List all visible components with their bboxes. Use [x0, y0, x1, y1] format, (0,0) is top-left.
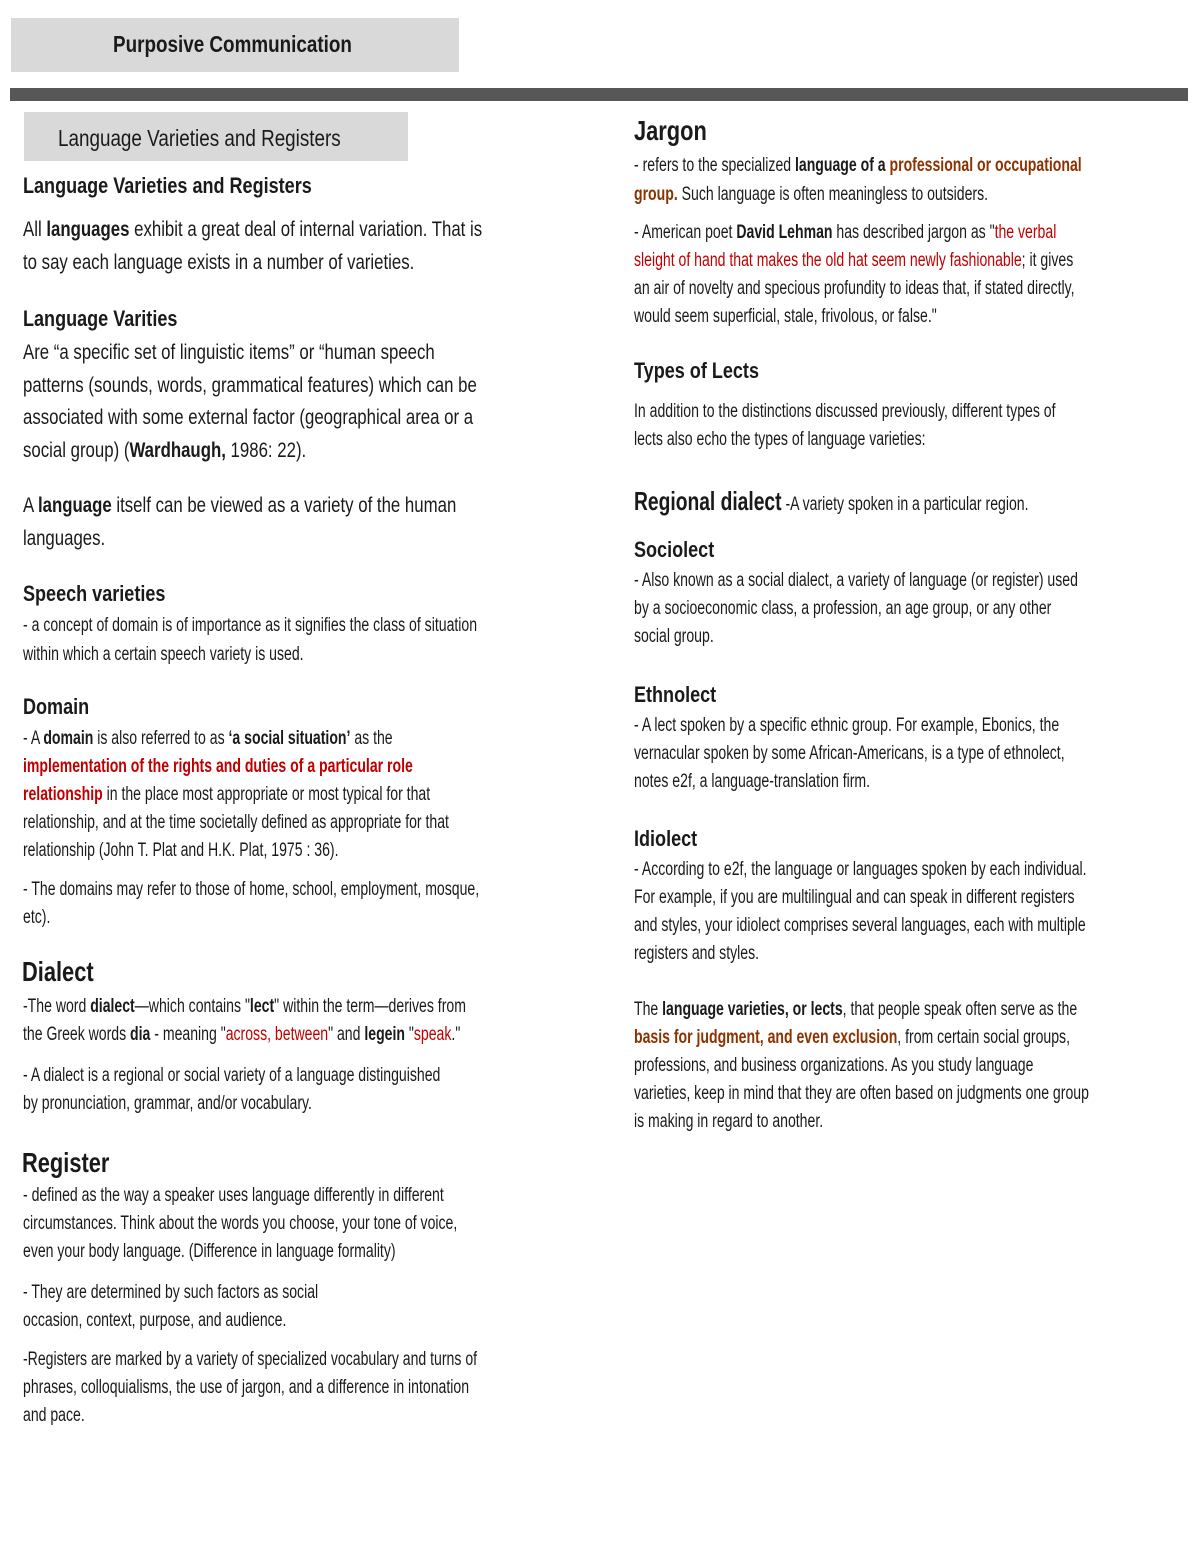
text-run: occasion, context, purpose, and audience. [23, 1310, 287, 1331]
text-run: within which a certain speech variety is used. [23, 644, 304, 665]
text-line [634, 567, 1078, 595]
text-run: A [23, 494, 38, 517]
text-line [634, 152, 1082, 180]
text-run: -Registers are marked by a variety of specialized vocabulary and turns of [23, 1349, 478, 1370]
text-line [634, 768, 870, 796]
text-run: the Greek words [23, 1024, 131, 1045]
text-line [634, 884, 1075, 912]
text-run: - According to e2f, the language or languages spoken by each individual. [634, 859, 1087, 880]
text-line [634, 247, 1073, 275]
text-line [23, 993, 466, 1021]
text-run: - American poet [634, 222, 737, 243]
text-run: professions, and business organizations. As you study language [634, 1055, 1034, 1076]
text-run: lect [249, 996, 275, 1017]
text-run: relationship (John T. Plat and H.K. Plat, 1975 : 36). [23, 840, 339, 861]
text-line [23, 753, 413, 781]
text-line [634, 740, 1065, 768]
text-run: as the [350, 728, 393, 749]
text-run: " [404, 1024, 414, 1045]
text-line [23, 904, 50, 932]
text-line [634, 712, 1059, 740]
text-line [23, 725, 393, 753]
text-line [23, 612, 477, 640]
text-run: etc). [23, 907, 51, 928]
text-run: Are “a specific set of linguistic items” or “human speech [23, 341, 435, 364]
text-run: the verbal [994, 222, 1057, 243]
text-run: group. [634, 184, 678, 205]
heading-dialect: Dialect [22, 956, 94, 987]
text-run: Regional dialect [634, 486, 782, 516]
text-run: and pace. [23, 1405, 85, 1426]
text-run: language [37, 494, 112, 517]
text-run: - defined as the way a speaker uses language differently in different [23, 1185, 444, 1206]
text-run: phrases, colloquialisms, the use of jargon, and a difference in intonation [23, 1377, 470, 1398]
heading-register: Register [22, 1147, 110, 1178]
text-line [634, 426, 926, 454]
text-run: lects also echo the types of language varieties: [634, 429, 926, 450]
text-line [23, 837, 338, 865]
heading-idiolect: Idiolect [634, 826, 698, 851]
heading-domain: Domain [23, 694, 90, 719]
text-run: domain [43, 728, 94, 749]
text-run: is making in regard to another. [634, 1111, 824, 1132]
text-line [23, 809, 449, 837]
text-run: circumstances. Think about the words you choose, your tone of voice, [23, 1213, 458, 1234]
heading-language-varities: Language Varities [23, 306, 178, 331]
text-line [23, 876, 479, 904]
text-run: is also referred to as [93, 728, 229, 749]
text-line [23, 1090, 312, 1118]
text-line [634, 996, 1077, 1024]
text-run: All [23, 218, 47, 241]
text-run: in the place most appropriate or most typical for that [102, 784, 431, 805]
text-line [23, 490, 456, 522]
text-run: an air of novelty and specious profundity to ideas that, if stated directly, [634, 278, 1075, 299]
text-run: language varieties, or lects [662, 999, 843, 1020]
text-line [634, 912, 1086, 940]
text-run: language of a [794, 155, 890, 176]
text-line [634, 595, 1051, 623]
text-line [23, 402, 473, 434]
heading-sociolect: Sociolect [634, 537, 715, 562]
text-line [23, 337, 435, 369]
page-title: Purposive Communication [113, 31, 352, 57]
text-run: has described jargon as " [832, 222, 995, 243]
text-run: relationship, and at the time societally defined as appropriate for that [23, 812, 449, 833]
text-line [634, 623, 714, 651]
text-run: Wardhaugh, [129, 438, 226, 462]
text-run: - They are determined by such factors as social [23, 1282, 319, 1303]
text-run: , that people speak often serve as the [842, 999, 1078, 1020]
text-run: relationship [23, 784, 103, 805]
text-line [634, 275, 1075, 303]
text-line [23, 1374, 469, 1402]
heading-speech-varieties: Speech varieties [23, 581, 166, 606]
text-line [23, 641, 304, 669]
text-line [634, 856, 1087, 884]
text-run: speak [413, 1024, 452, 1045]
text-run: —which contains " [134, 996, 250, 1017]
text-run: dialect [90, 996, 135, 1017]
text-line [634, 1108, 823, 1136]
heading-language-varieties-registers: Language Varieties and Registers [23, 173, 312, 198]
text-run: by pronunciation, grammar, and/or vocabulary. [23, 1093, 312, 1114]
text-run: registers and styles. [634, 943, 760, 964]
text-run: David Lehman [736, 222, 833, 243]
text-run: even your body language. (Difference in language formality) [23, 1241, 396, 1262]
text-run: social group) ( [23, 438, 130, 462]
heading-types-of-lects: Types of Lects [634, 358, 759, 383]
text-line [23, 1238, 396, 1266]
text-line [634, 1052, 1033, 1080]
text-run: - Also known as a social dialect, a variety of language (or register) used [634, 570, 1078, 591]
text-run: implementation of the rights and duties of a particular role [23, 756, 413, 777]
text-run: The [634, 999, 663, 1020]
text-line [634, 398, 1056, 426]
text-run: legein [364, 1024, 405, 1045]
text-run: -A variety spoken in a particular region. [781, 494, 1029, 515]
text-run: basis for judgment, and even exclusion [634, 1027, 898, 1048]
text-run: " within the term—derives from [274, 996, 466, 1017]
text-line [23, 435, 306, 467]
heading-jargon: Jargon [634, 115, 707, 146]
text-line [23, 1279, 318, 1307]
text-run: - a concept of domain is of importance as it signifies the class of situation [23, 615, 478, 636]
header-divider [10, 88, 1188, 101]
text-run: patterns (sounds, words, grammatical features) which can be [23, 373, 477, 397]
text-line [23, 1346, 477, 1374]
text-run: to say each language exists in a number of varieties. [23, 251, 415, 274]
text-run: ; it gives [1021, 250, 1074, 271]
text-run: notes e2f, a language-translation firm. [634, 771, 871, 792]
text-line [23, 781, 430, 809]
text-line [23, 370, 477, 402]
text-run: ‘a social situation’ [228, 728, 351, 749]
text-run: , from certain social groups, [897, 1027, 1070, 1048]
text-run: exhibit a great deal of internal variation. That is [129, 218, 483, 241]
text-run: ." [451, 1024, 461, 1045]
text-line [23, 1210, 457, 1238]
text-line [634, 303, 937, 331]
text-run: - A lect spoken by a specific ethnic group. For example, Ebonics, the [634, 715, 1060, 736]
text-run: and styles, your idiolect comprises several languages, each with multiple [634, 915, 1086, 936]
text-run: - A dialect is a regional or social variety of a language distinguished [23, 1065, 441, 1086]
text-line [634, 219, 1056, 247]
text-line [23, 1021, 460, 1049]
text-run: languages [46, 218, 130, 241]
text-run: dia [130, 1024, 151, 1045]
text-line [23, 1402, 85, 1430]
text-line [23, 523, 105, 555]
text-run: professional or occupational [889, 155, 1082, 176]
text-run: social group. [634, 626, 714, 647]
text-line [634, 1024, 1070, 1052]
text-run: - meaning " [150, 1024, 226, 1045]
text-run: - A [23, 728, 44, 749]
text-run: varieties, keep in mind that they are often based on judgments one group [634, 1083, 1089, 1104]
text-run: itself can be viewed as a variety of the human [111, 494, 457, 517]
text-run: -The word [23, 996, 91, 1017]
text-line [23, 1307, 286, 1335]
text-run: vernacular spoken by some African-Americans, is a type of ethnolect, [634, 743, 1065, 764]
text-run: associated with some external factor (geographical area or a [23, 406, 474, 429]
text-run: sleight of hand that makes the old hat seem newly fashionable [634, 250, 1022, 271]
text-line [23, 1062, 440, 1090]
text-line [634, 1080, 1089, 1108]
text-run: - refers to the specialized [634, 155, 795, 176]
text-line [23, 214, 482, 246]
text-run: languages. [23, 527, 106, 550]
text-line [23, 247, 414, 279]
text-run: by a socioeconomic class, a profession, an age group, or any other [634, 598, 1052, 619]
text-line [634, 940, 759, 968]
text-run: - The domains may refer to those of home, school, employment, mosque, [23, 879, 480, 900]
heading-ethnolect: Ethnolect [634, 682, 717, 707]
text-run: For example, if you are multilingual and can speak in different registers [634, 887, 1075, 908]
section-title: Language Varieties and Registers [58, 125, 341, 151]
text-run: In addition to the distinctions discussed previously, different types of [634, 401, 1056, 422]
text-run: 1986: 22). [225, 438, 307, 462]
text-line [634, 487, 1029, 519]
text-run: Such language is often meaningless to outsiders. [677, 184, 989, 205]
text-run: " and [328, 1024, 365, 1045]
text-line [23, 1182, 444, 1210]
text-run: would seem superficial, stale, frivolous, or false." [634, 306, 937, 327]
text-line [634, 181, 988, 209]
text-run: across, between [225, 1024, 329, 1045]
